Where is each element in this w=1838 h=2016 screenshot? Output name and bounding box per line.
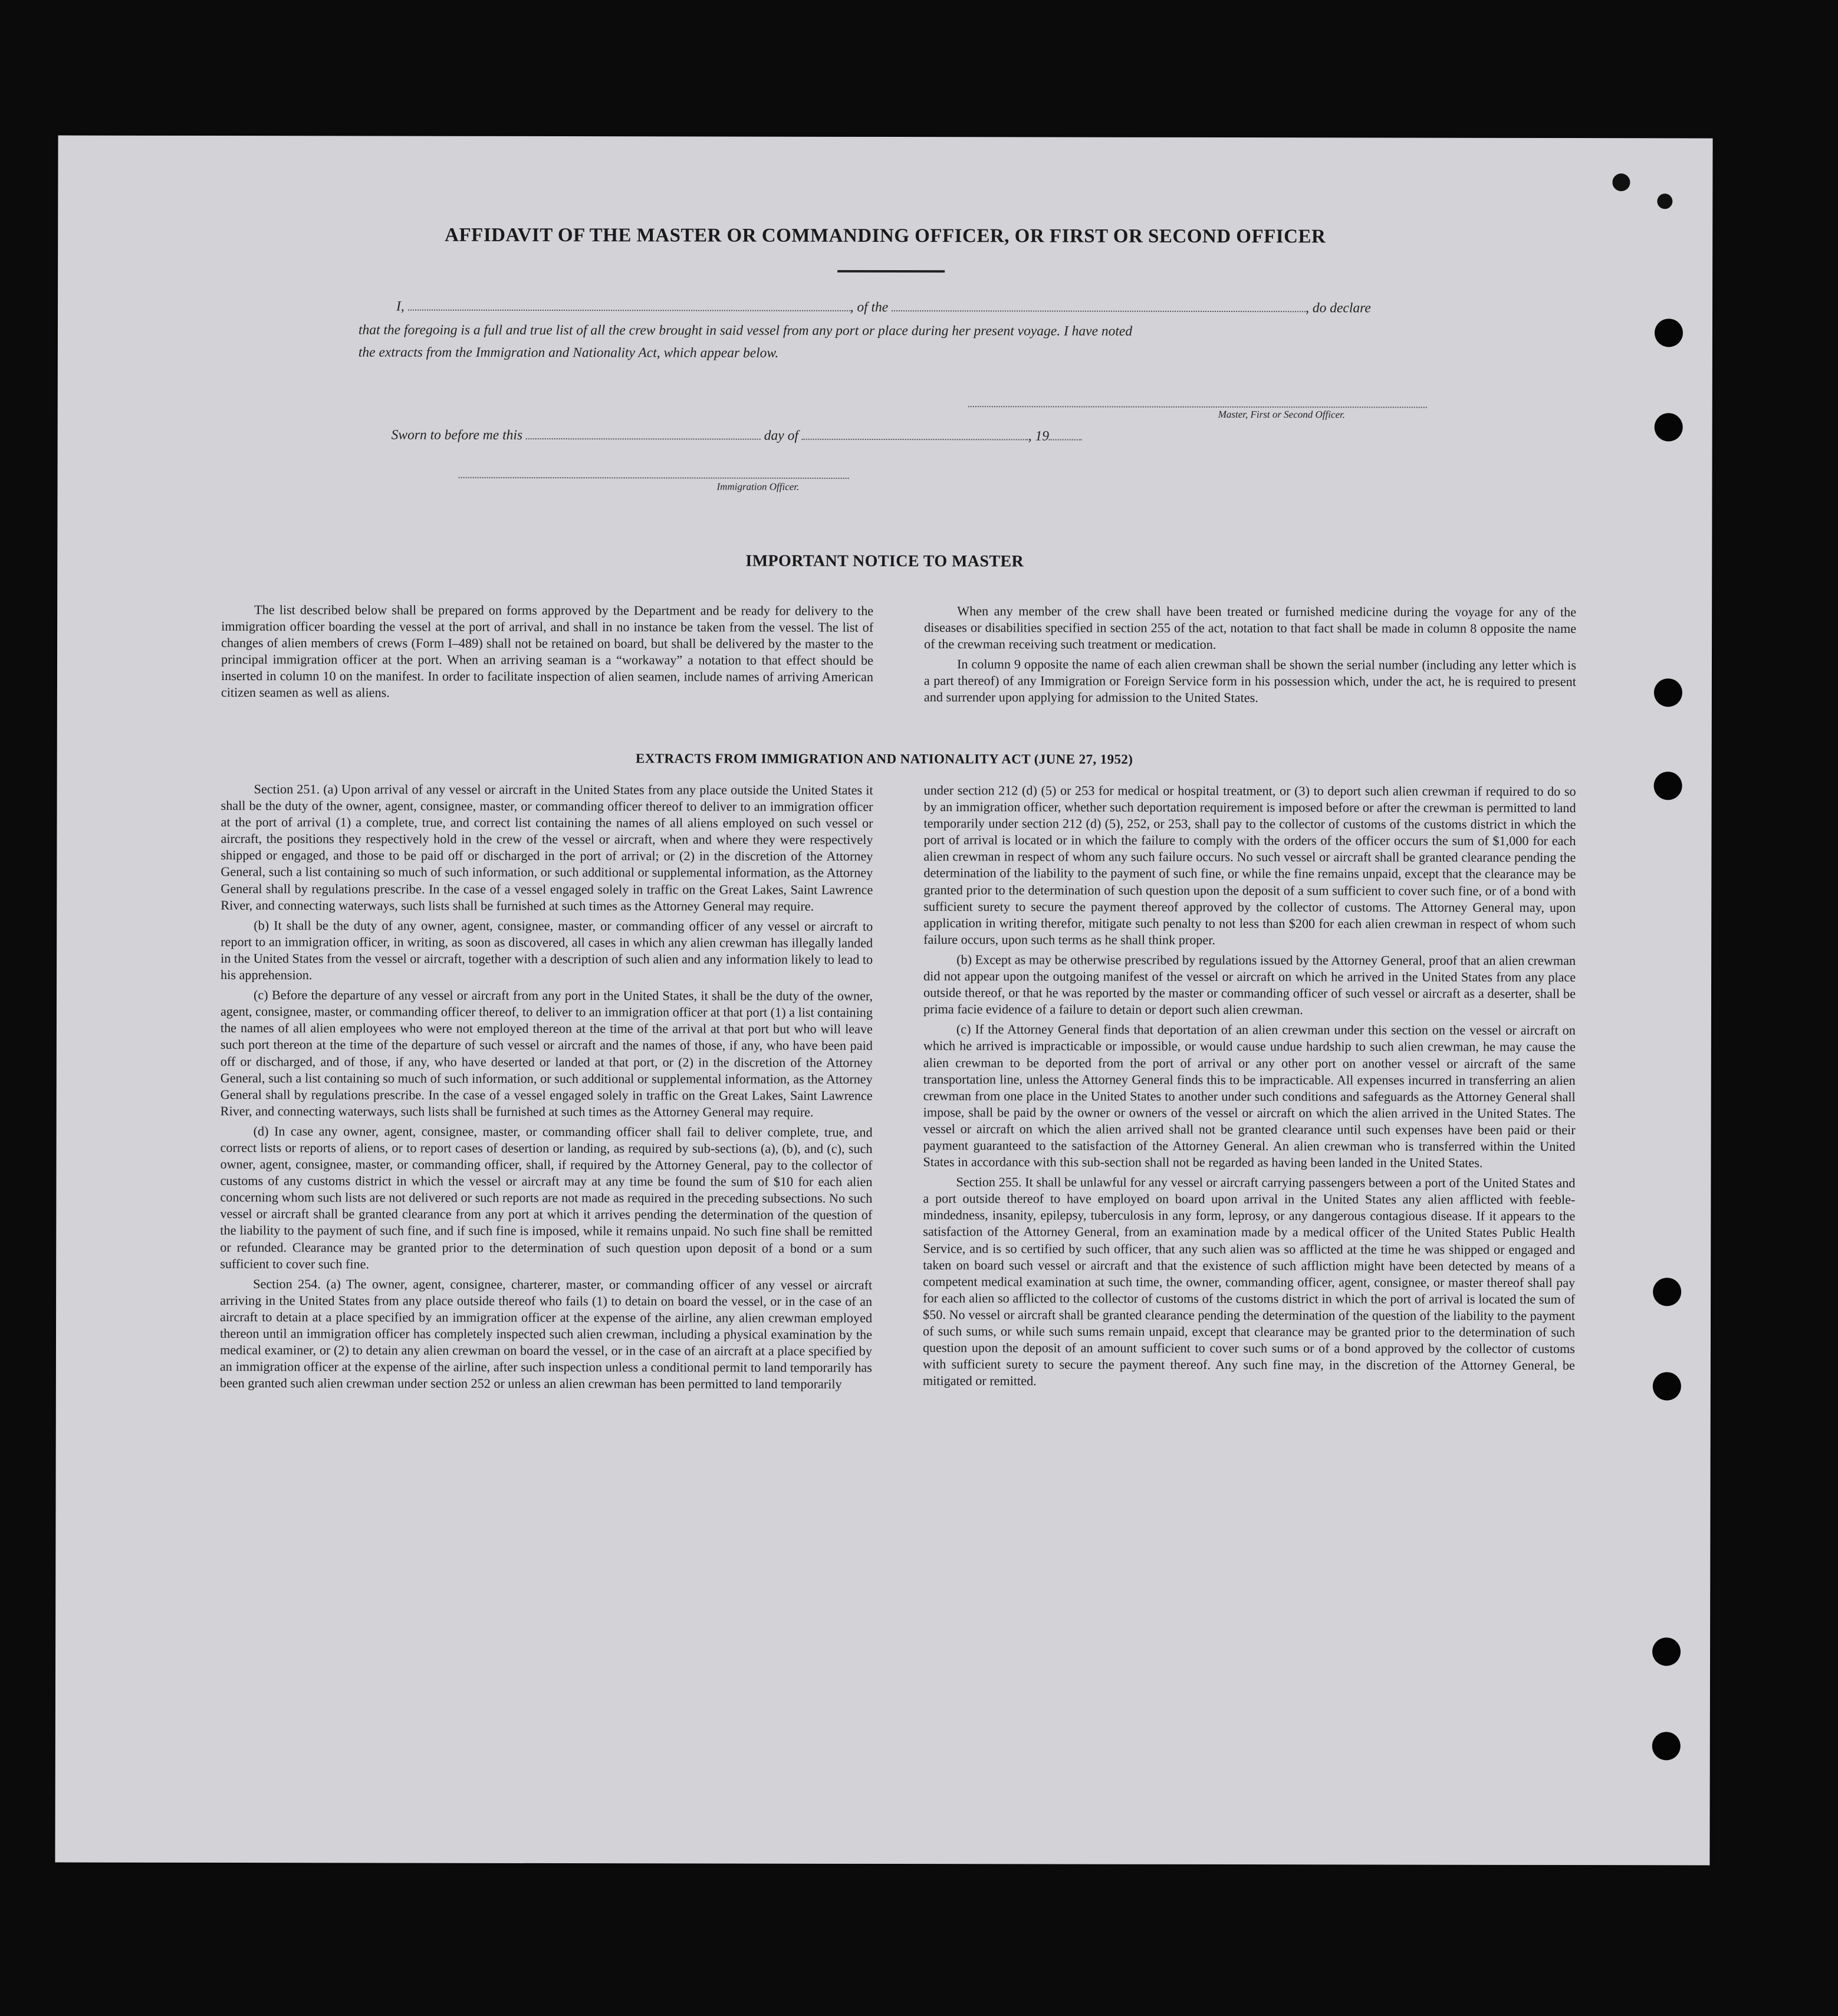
sworn-day-blank[interactable] — [526, 438, 761, 440]
notice-left-column — [221, 602, 873, 705]
extracts-right-column — [923, 782, 1576, 1394]
master-signature-label: Master, First or Second Officer. — [1218, 408, 1346, 421]
notice-paragraph: The list described below shall be prepared on forms approved by the Department and be ready for delivery to the immigration officer boarding the vessel at the port of arrival, and shall in no instance be taken from the vessel. The list of changes of alien members of crews (Form I–489) shall not be retained on board, but shall be delivered by the master to the principal immigration officer at the port. When an arriving seaman is a “workaway” a notation to that effect should be inserted in column 10 on the manifest. In order to facilitate inspection of alien seamen, include names of arriving American citizen seamen as well as aliens. — [221, 602, 874, 701]
affidavit-i-label: I, — [396, 298, 405, 314]
name-blank[interactable] — [408, 309, 850, 311]
sworn-month-blank[interactable] — [802, 438, 1028, 441]
extract-paragraph: (d) In case any owner, agent, consignee, master, or commanding officer shall fail to deliver complete, true, and correct lists or reports of aliens, or to report cases of desertion or landing, as required by sub-sections (a), (b), and (c), such owner, agent, consignee, master, or commanding officer, shall, if required by the Attorney General, pay to the collector of customs of any customs district in which the vessel or aircraft may at any time be found the sum of $10 for each alien concerning whom such lists are not delivered or such reports are not made as required in the preceding subsections. No such vessel or aircraft shall be granted clearance from any port at which it arrives pending the determination of the question of the liability to the payment of such fine, and if such fine is imposed, while it remains unpaid. No such fine shall be remitted or refunded. Clearance may be granted prior to the determination of such question upon deposit of a bond or a sum sufficient to cover such fine. — [220, 1124, 873, 1272]
sworn-line — [392, 428, 1082, 445]
binder-hole — [1652, 1637, 1681, 1666]
extract-paragraph: (c) Before the departure of any vessel or aircraft from any port in the United States, it shall be the duty of the owner, agent, consignee, master, or commanding officer thereof, to deliver to an immigration officer at that port (1) a list containing the names of all alien employees who were not employed thereon at the time of the arrival at that port but who will leave such port thereon at the time of the departure of such vessel or aircraft and the names of those, if any, who have been paid off or discharged, and of those, if any, who have deserted or landed at that port, or (2) in the discretion of the Attorney General, such a list containing so much of such information, or such additional or supplemental information, as the Attorney General shall by regulations prescribe. In the case of a vessel engaged solely in traffic on the Great Lakes, Saint Lawrence River, and connecting waterways, such lists shall be furnished at such times as the Attorney General may require. — [220, 987, 873, 1119]
binder-hole — [1652, 1732, 1681, 1760]
sworn-label: Sworn to before me this — [391, 427, 523, 443]
binder-hole — [1653, 1372, 1681, 1400]
sworn-year-blank[interactable] — [1049, 438, 1082, 440]
extract-paragraph: (c) If the Attorney General finds that deportation of an alien crewman under this section on the vessel or aircraft on which he arrived is impracticable or impossible, or would cause undue hardship to such alien crewman, he may cause the alien crewman to be deported from the port of arrival or any other port on another vessel or aircraft of the same transportation line, unless the Attorney General finds this to be impracticable. All expenses incurred in transferring an alien crewman from one place in the United States to another under such conditions and safeguards as the Attorney General shall impose, shall be paid by the owner or owners of the vessel or aircraft on which the alien arrived in the United States. The vessel or aircraft on which the alien arrived shall not be granted clearance until such expenses have been paid or their payment guaranteed to the satisfaction of the Attorney General. An alien crewman who is transferred within the United States in accordance with this sub-section shall not be regarded as having been landed in the United States. — [923, 1022, 1576, 1170]
notice-paragraph: When any member of the crew shall have been treated or furnished medicine during the voyage for any of the diseases or disabilities specified in section 255 of the act, notation to that fact shall be made in column 8 opposite the name of the crewman receiving such treatment or medication. — [924, 603, 1577, 652]
title-divider — [837, 270, 945, 272]
extracts-left-column — [220, 781, 873, 1396]
binder-hole — [1654, 771, 1682, 800]
affidavit-line-2: that the foregoing is a full and true list of all the crew brought in said vessel from any port or place during her present voyage. I have noted — [358, 322, 1133, 339]
extract-paragraph: (b) It shall be the duty of any owner, agent, consignee, master, or commanding officer of any vessel or aircraft to report to an immigration officer, in writing, as soon as discovered, all cases in which any alien crewman has illegally landed in the United States from the vessel or aircraft, together with a description of such alien and any information likely to lead to his apprehension. — [221, 917, 873, 983]
officer-signature-label: Immigration Officer. — [716, 481, 800, 492]
vessel-blank[interactable] — [892, 310, 1306, 312]
extracts-title: EXTRACTS FROM IMMIGRATION AND NATIONALITY ACT (JUNE 27, 1952) — [636, 751, 1133, 767]
ink-blot — [1657, 193, 1672, 209]
binder-hole — [1655, 413, 1683, 441]
of-the-label: , of the — [850, 299, 889, 316]
affidavit-line-3: the extracts from the Immigration and Nationality Act, which appear below. — [358, 344, 779, 361]
officer-signature-line[interactable] — [459, 477, 849, 479]
extract-paragraph: under section 212 (d) (5) or 253 for medical or hospital treatment, or (3) to deport such alien crewman if required to do so by an immigration officer, whether such deportation requirement is imposed before or after the crewman is permitted to land temporarily under section 212 (d) (5), 252, or 253, shall pay to the collector of customs of the customs district in which the port of arrival is located or in which the failure to comply with the orders of the officer occurs the sum of $1,000 for each alien crewman in respect of whom any such failure occurs. No such vessel or aircraft shall be granted clearance pending the determination of the liability to the payment of such fine, or while the fine remains unpaid, except that the clearance may be granted prior to the determination of such question upon the deposit of a sum sufficient to cover such fine, or of a bond with sufficient surety to secure the payment thereof approved by the collector of customs. The Attorney General may, upon application in writing therefor, mitigate such penalty to not less than $200 for each alien crewman in respect of whom such failure occurs, upon such terms as he shall think proper. — [923, 783, 1576, 947]
binder-hole — [1654, 678, 1682, 707]
master-signature-line[interactable] — [968, 406, 1427, 408]
document-page — [55, 136, 1712, 1866]
year-prefix: , 19 — [1028, 428, 1050, 444]
notice-paragraph: In column 9 opposite the name of each alien crewman shall be shown the serial number (including any letter which is a part thereof) of any Immigration or Foreign Service form in his possession which, under the act, he is required to present and surrender upon applying for admission to the United States. — [923, 656, 1577, 705]
extract-paragraph: Section 251. (a) Upon arrival of any vessel or aircraft in the United States from any place outside the United States it shall be the duty of the owner, agent, consignee, master, or commanding officer thereof to deliver to an immigration officer at the port of arrival (1) a complete, true, and correct list containing the names of all aliens employed on such vessel or aircraft, the positions they respectively hold in the crew of the vessel or aircraft, when and where they were respectively shipped or engaged, and those to be paid off or discharged in the port of arrival; or (2) in the discretion of the Attorney General, such a list containing so much of such information, or such additional or supplemental information, as the Attorney General shall by regulations prescribe. In the case of a vessel engaged solely in traffic on the Great Lakes, Saint Lawrence River, and connecting waterways, such lists shall be furnished at such times as the Attorney General may require. — [221, 782, 873, 914]
extract-paragraph: Section 255. It shall be unlawful for any vessel or aircraft carrying passengers between a port of the United States and a port outside thereof to have employed on board upon arrival in the United States any alien afflicted with feeble-mindedness, insanity, epilepsy, tuberculosis in any form, leprosy, or any dangerous contagious disease. If it appears to the satisfaction of the Attorney General, from an examination made by a medical officer of the United States Public Health Service, and is so certified by such officer, that any such alien was so afflicted at the time he was shipped or engaged and taken on board such vessel or aircraft and that the existence of such affliction might have been detected by means of a competent medical examination at such time, the owner, commanding officer, agent, consignee, or master thereof shall pay for each alien so afflicted to the collector of customs of the customs district in which the port of arrival is located the sum of $50. No vessel or aircraft shall be granted clearance pending the determination of the question of the liability to the payment of such sums, or while such sums remain unpaid, except that clearance may be granted prior to the determination of such question upon the deposit of an amount sufficient to cover such sums or of a bond approved by the collector of customs with sufficient surety to secure the payment thereof. Any such fine may, in the discretion of the Attorney General, be mitigated or remitted. — [922, 1174, 1576, 1388]
extract-paragraph: Section 254. (a) The owner, agent, consignee, charterer, master, or commanding officer of any vessel or aircraft arriving in the United States from any place outside thereof who fails (1) to detain on board the vessel, or in the case of an aircraft to detain at a place specified by an immigration officer at the expense of the airline, any alien crewman employed thereon until an immigration officer has completely inspected such alien crewman, including a physical examination by the medical examiner, or (2) to detain any alien crewman on board the vessel, or in the case of an aircraft at a place specified by an immigration officer at the expense of the airline, after such inspection unless a conditional permit to land temporarily has been granted such alien crewman under section 252 or unless an alien crewman has been permitted to land temporarily — [219, 1276, 873, 1392]
do-declare-label: , do declare — [1306, 300, 1371, 316]
day-of-label: day of — [764, 428, 798, 444]
notice-right-column — [924, 603, 1576, 710]
extract-paragraph: (b) Except as may be otherwise prescribed by regulations issued by the Attorney General, proof that an alien crewman did not appear upon the outgoing manifest of the vessel or aircraft on which he arrived in the United States from any place outside thereof, or that he was reported by the master or commanding officer of such vessel or aircraft as a deserter, shall be prima facie evidence of a failure to detain or deport such alien crewman. — [923, 952, 1576, 1017]
ink-blot — [1612, 173, 1630, 191]
affidavit-line-1 — [396, 299, 1371, 317]
binder-hole — [1653, 1278, 1681, 1306]
binder-hole — [1655, 319, 1683, 347]
notice-title: IMPORTANT NOTICE TO MASTER — [745, 551, 1024, 571]
affidavit-title: AFFIDAVIT OF THE MASTER OR COMMANDING OFFICER, OR FIRST OR SECOND OFFICER — [445, 224, 1326, 248]
